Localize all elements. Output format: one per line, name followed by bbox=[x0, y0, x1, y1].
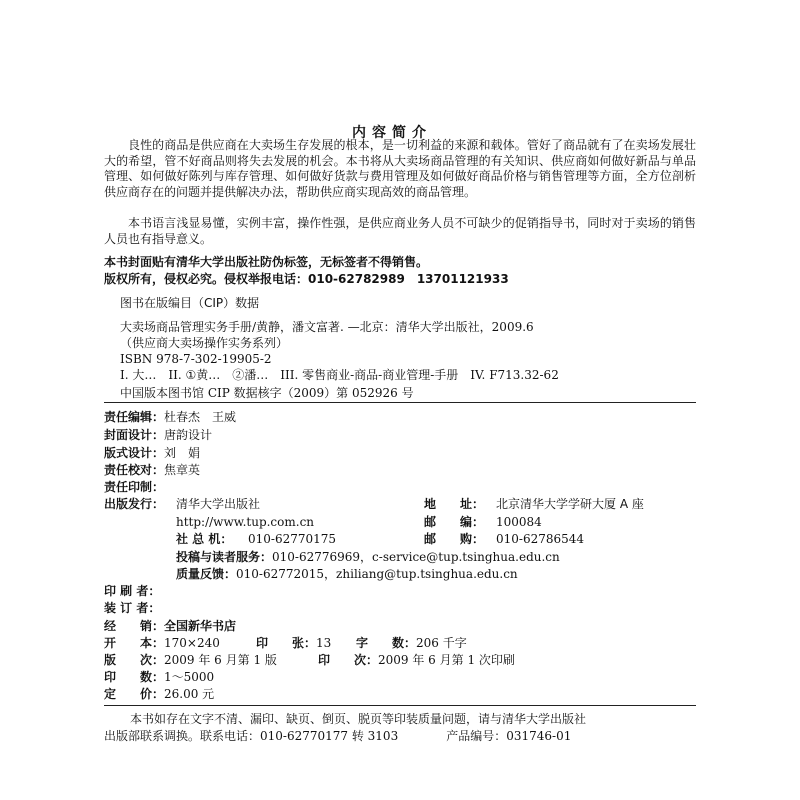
copyright-notice: 版权所有，侵权必究。侵权举报电话：010-62782989 13701121933 bbox=[104, 272, 509, 286]
credit-row bbox=[104, 463, 200, 478]
distributor-value: 全国新华书店 bbox=[164, 619, 237, 633]
edition-label: 版 次： bbox=[104, 653, 165, 667]
mail-order-value: 010-62786544 bbox=[496, 532, 585, 546]
address-label: 地 址： bbox=[424, 497, 485, 511]
binder-label: 装 订 者： bbox=[104, 601, 161, 615]
cip-line-1: 大卖场商品管理实务手册/黄静，潘文富著. —北京：清华大学出版社，2009.6 bbox=[120, 320, 534, 334]
sheets-value: 13 bbox=[316, 636, 332, 650]
credit-value: 焦章英 bbox=[164, 463, 201, 477]
publisher-label: 出版发行： bbox=[104, 497, 165, 511]
print-run-label: 印 数： bbox=[104, 670, 165, 684]
cip-classification: I. 大… II. ①黄… ②潘… III. 零售商业-商品-商业管理-手册 IV. F713.32-62 bbox=[120, 368, 559, 382]
price-label: 定 价： bbox=[104, 687, 165, 701]
price-row bbox=[104, 687, 214, 702]
summary-paragraph-1: 良性的商品是供应商在大卖场生存发展的根本，是一切利益的来源和载体。管好了商品就有了在卖场发展壮大的希望，管不好商品则将失去发展的机会。本书将从大卖场商品管理的有关知识、供应商如何做好新品与单品管理、如何做好陈列与库存管理、如何做好货款与费用管理及如何做好商品价格与销售管理等方面，全方位剖析供应商存在的问题并提供解决办法，帮助供应商实现高效的商品管理。 bbox=[104, 138, 696, 199]
publisher-name: 清华大学出版社 bbox=[176, 497, 261, 511]
price-value: 26.00 元 bbox=[164, 687, 215, 701]
postcode-value: 100084 bbox=[496, 515, 542, 529]
footer-line-2: 出版部联系调换。联系电话：010-62770177 转 3103 产品编号：031746-01 bbox=[104, 729, 572, 743]
impression-row bbox=[318, 653, 515, 668]
credit-label: 封面设计： bbox=[104, 428, 165, 442]
summary-paragraph-2: 本书语言浅显易懂，实例丰富，操作性强，是供应商业务人员不可缺少的促销指导书，同时对于卖场的销售人员也有指导意义。 bbox=[104, 216, 696, 246]
anti-counterfeit-notice: 本书封面贴有清华大学出版社防伪标签，无标签者不得销售。 bbox=[104, 255, 429, 269]
print-run-row bbox=[104, 670, 214, 685]
distributor-label: 经 销： bbox=[104, 619, 165, 633]
format-value: 170×240 bbox=[164, 636, 220, 650]
print-run-value: 1～5000 bbox=[164, 670, 215, 684]
credit-label: 责任印制： bbox=[104, 480, 165, 494]
publisher-website: http://www.tup.com.cn bbox=[176, 515, 315, 529]
format-label: 开 本： bbox=[104, 636, 165, 650]
divider-top bbox=[104, 402, 696, 403]
credit-row bbox=[104, 410, 236, 425]
words-row bbox=[356, 636, 467, 651]
footer-line-1: 本书如存在文字不清、漏印、缺页、倒页、脱页等印装质量问题，请与清华大学出版社 bbox=[130, 712, 587, 726]
quality-label: 质量反馈： bbox=[176, 567, 237, 581]
words-value: 206 千字 bbox=[416, 636, 467, 650]
quality-value: 010-62772015，zhiliang@tup.tsinghua.edu.cn bbox=[236, 567, 518, 581]
postcode-label: 邮 编： bbox=[424, 515, 485, 529]
mail-order-label: 邮 购： bbox=[424, 532, 485, 546]
switchboard-value: 010-62770175 bbox=[248, 532, 337, 546]
submission-value: 010-62776969，c-service@tup.tsinghua.edu.cn bbox=[272, 550, 560, 564]
words-label: 字 数： bbox=[356, 636, 417, 650]
printer-label: 印 刷 者： bbox=[104, 584, 161, 598]
credit-label: 责任编辑： bbox=[104, 410, 165, 424]
quality-row bbox=[176, 567, 518, 582]
credit-value: 刘 娟 bbox=[164, 446, 201, 460]
edition-value: 2009 年 6 月第 1 版 bbox=[164, 653, 277, 667]
sheets-label: 印 张： bbox=[256, 636, 317, 650]
credit-row bbox=[104, 446, 200, 461]
credit-row bbox=[104, 480, 164, 495]
credit-label: 版式设计： bbox=[104, 446, 165, 460]
address-value: 北京清华大学学研大厦 A 座 bbox=[496, 497, 644, 511]
submission-label: 投稿与读者服务： bbox=[176, 550, 273, 564]
switchboard-label: 社 总 机： bbox=[176, 532, 233, 546]
summary-title: 内容简介 bbox=[352, 125, 432, 141]
impression-label: 印 次： bbox=[318, 653, 379, 667]
credit-value: 杜春杰 王威 bbox=[164, 410, 237, 424]
impression-value: 2009 年 6 月第 1 次印刷 bbox=[378, 653, 515, 667]
cip-line-2: （供应商大卖场操作实务系列） bbox=[120, 336, 289, 350]
cip-core-data: 中国版本图书馆 CIP 数据核字（2009）第 052926 号 bbox=[120, 386, 414, 400]
cip-isbn: ISBN 978-7-302-19905-2 bbox=[120, 352, 272, 366]
edition-row bbox=[104, 653, 277, 668]
divider-bottom bbox=[104, 705, 696, 706]
credit-label: 责任校对： bbox=[104, 463, 165, 477]
sheets-row bbox=[256, 636, 331, 651]
distributor-row bbox=[104, 619, 236, 634]
submission-row bbox=[176, 550, 560, 565]
format-row bbox=[104, 636, 220, 651]
cip-heading: 图书在版编目（CIP）数据 bbox=[120, 296, 260, 310]
credit-row bbox=[104, 428, 212, 443]
credit-value: 唐韵设计 bbox=[164, 428, 213, 442]
